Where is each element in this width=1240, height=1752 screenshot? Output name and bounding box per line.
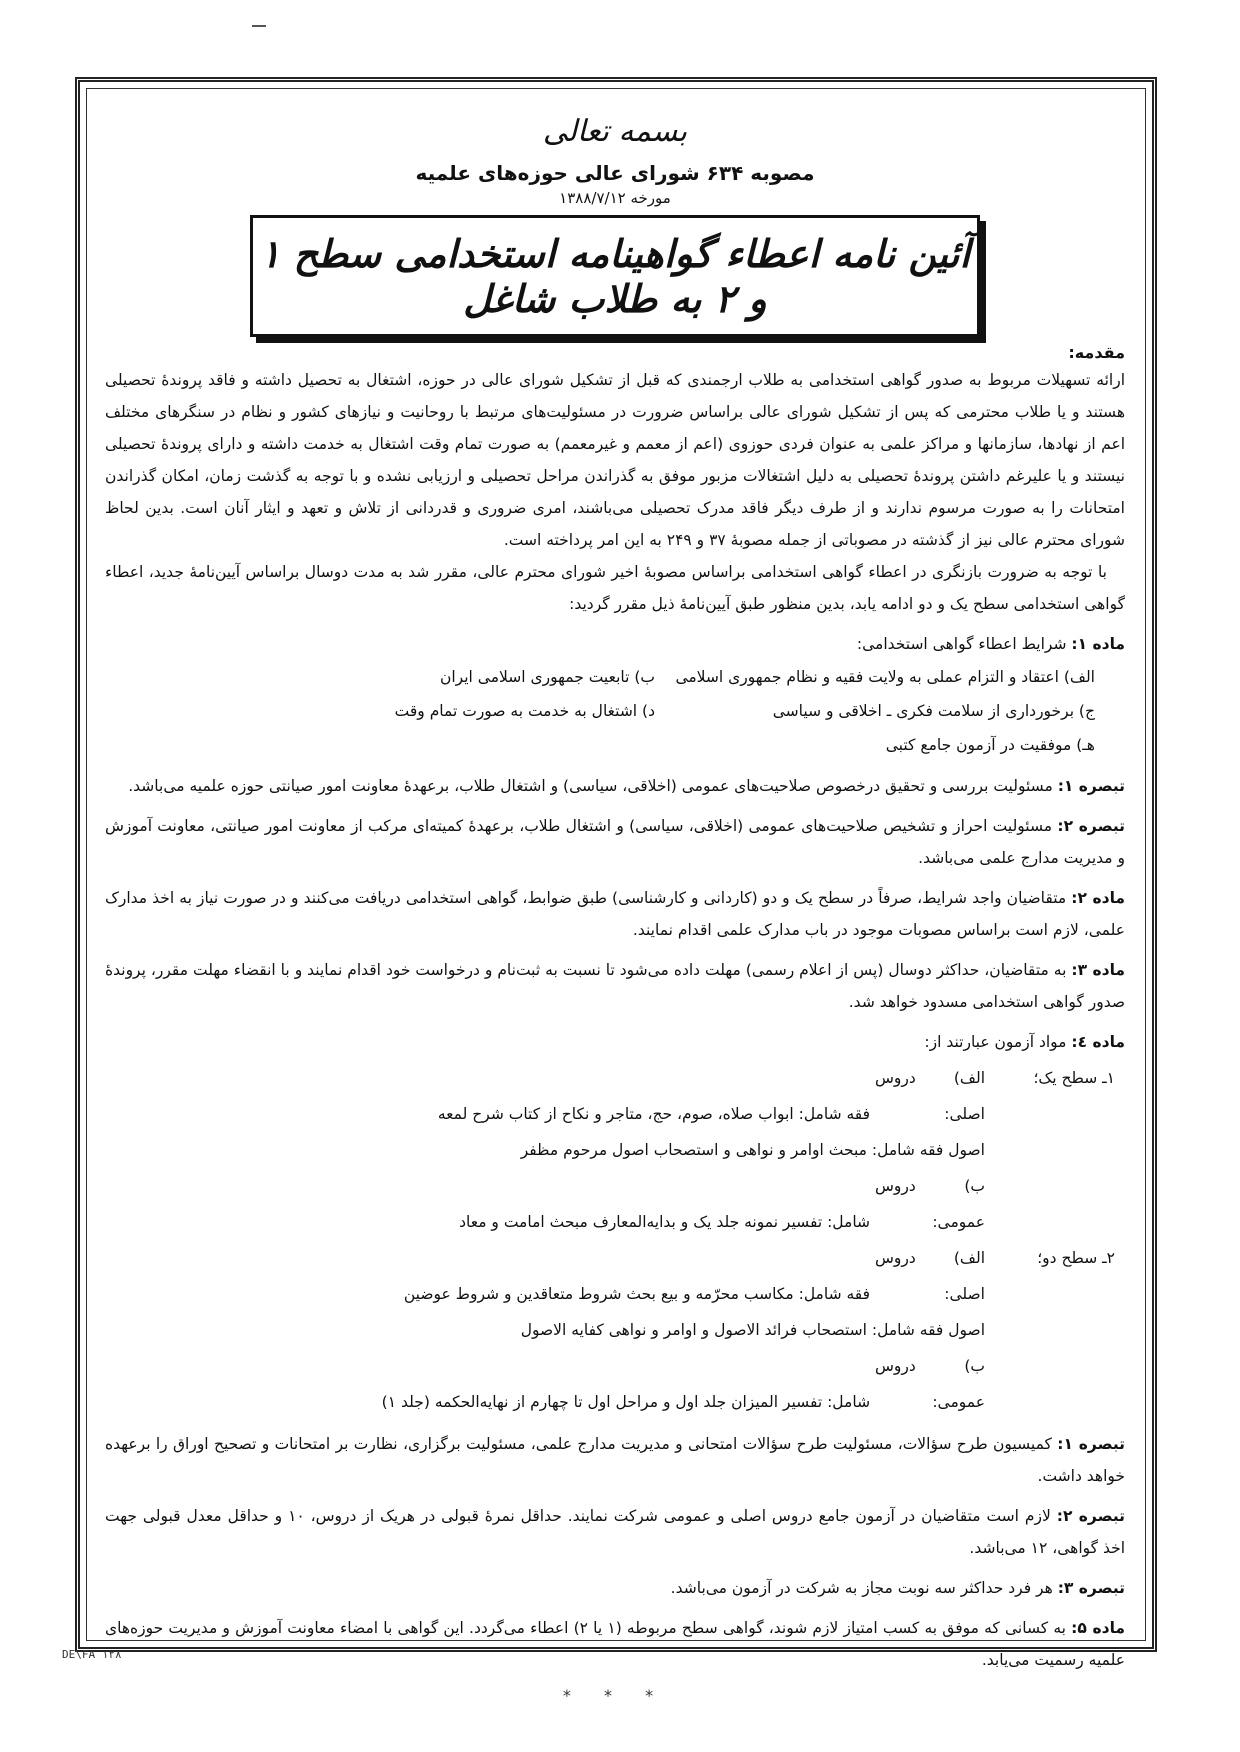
article-3-text: به متقاضیان، حداکثر دوسال (پس از اعلام رسمی) مهلت داده می‌شود تا نسبت به ثبت‌نام و درخواست خود اقدام نمایند و با انقضاء مهلت مقرر، پروندهٔ صدور گواهی استخدامی مسدود خواهد شد.	[105, 961, 1125, 1011]
article-2-text: متقاضیان واجد شرایط، صرفاً در سطح یک و دو (کاردانی و کارشناسی) طبق ضوابط، گواهی استخدامی دریافت می‌کنند و در صورت نیاز به اخذ مدارک علمی، لازم است براساس مصوبات موجود در باب مدارک علمی اقدام نمایند.	[105, 889, 1125, 939]
footer-code: DE\FA ۱۲۸	[62, 1648, 122, 1661]
scan-mark	[252, 25, 266, 27]
article-1	[105, 628, 1125, 660]
level-2-main-label: الف) دروس اصلی:	[875, 1249, 985, 1303]
note-1-1	[105, 770, 1125, 802]
article-1-conditions	[105, 660, 1095, 762]
condition-item: ج) برخورداری از سلامت فکری ـ اخلاقی و سیاسی	[772, 702, 1095, 720]
resolution-date: مورخه ۱۳۸۸/۷/۱۲	[559, 189, 671, 207]
level-1-main-usul: اصول فقه شامل: مبحث اوامر و نواهی و استصحاب اصول مرحوم مظفر	[520, 1141, 985, 1159]
invocation-text: بسمه تعالی	[542, 114, 688, 149]
note-4-2-label: تبصره ۲:	[1056, 1507, 1125, 1525]
note-1-1-text: مسئولیت بررسی و تحقیق درخصوص صلاحیت‌های عمومی (اخلاقی، سیاسی) و اشتغال طلاب، برعهدهٔ معاونت امور صیانتی حوزه علمیه می‌باشد.	[128, 777, 1053, 795]
level-2-main-usul: اصول فقه شامل: استصحاب فرائد الاصول و اوامر و نواهی کفایه الاصول	[520, 1321, 985, 1339]
article-2-label: ماده ۲:	[1071, 889, 1125, 907]
document-header	[105, 112, 1125, 337]
level-1-label: ۱ـ سطح یک؛	[1033, 1069, 1115, 1087]
condition-item: د) اشتغال به خدمت به صورت تمام وقت	[394, 702, 655, 720]
boxed-title-text: آئین نامه اعطاء گواهینامه استخدامی سطح ۱ و ۲ به طلاب شاغل	[259, 231, 971, 321]
level-1-main-label: الف) دروس اصلی:	[875, 1069, 985, 1123]
article-4	[105, 1026, 1125, 1058]
article-5-label: ماده ۵:	[1071, 1619, 1126, 1637]
article-1-label: ماده ۱:	[1071, 635, 1125, 653]
level-2-general-text: شامل: تفسیر المیزان جلد اول و مراحل اول تا چهارم از نهایه‌الحکمه (جلد ۱)	[381, 1393, 871, 1411]
intro-paragraph-2: با توجه به ضرورت بازنگری در اعطاء گواهی استخدامی براساس مصوبهٔ اخیر شورای محترم عالی، مقرر شد به مدت دوسال براساس آیین‌نامهٔ جدید، اعطاء گواهی استخدامی سطح یک و دو ادامه یابد، بدین منظور طبق آیین‌نامهٔ ذیل مقرر گردید:	[105, 563, 1125, 613]
article-2	[105, 882, 1125, 946]
boxed-title	[250, 215, 980, 337]
note-1-1-label: تبصره ۱:	[1057, 777, 1125, 795]
condition-item: هـ) موفقیت در آزمون جامع کتبی	[885, 736, 1095, 754]
level-1-general-label: ب) دروس عمومی:	[875, 1177, 985, 1231]
article-3-label: ماده ۳:	[1071, 961, 1125, 979]
level-2-main-fiqh: فقه شامل: مکاسب محرّمه و بیع بحث شروط متعاقدین و شروط عوضین	[403, 1285, 871, 1303]
level-2-usul	[105, 1312, 1125, 1348]
note-1-2-label: تبصره ۲:	[1057, 817, 1125, 835]
condition-item: ب) تابعیت جمهوری اسلامی ایران	[439, 668, 655, 686]
condition-item: الف) اعتقاد و التزام عملی به ولایت فقیه و نظام جمهوری اسلامی	[675, 668, 1095, 686]
level-2-label: ۲ـ سطح دو؛	[1037, 1249, 1115, 1267]
article-5	[105, 1612, 1125, 1676]
note-4-3	[105, 1572, 1125, 1604]
intro-paragraph-1: ارائه تسهیلات مربوط به صدور گواهی استخدامی به طلاب ارجمندی که قبل از تشکیل شورای عالی در حوزه، اشتغال به تحصیل داشته و فاقد پروندهٔ تحصیلی هستند و یا طلاب محترمی که پس از تشکیل شورای عالی براساس ضرورت در مسئولیت‌های مرتبط با روحانیت و نیازهای کشور و نظام در سنگرهای مختلف اعم از نهادها، سازمانها و مراکز علمی به عنوان فردی حوزوی (اعم از معمم و غیرمعمم) به صورت تمام وقت اشتغال به خدمت داشته و دارای پروندهٔ تحصیلی نیستند و یا علیرغم داشتن پروندهٔ تحصیلی به دلیل اشتغالات مزبور موفق به گذراندن مراحل تحصیلی و ارزیابی نشده و با توجه به گذشت زمان، امکان گذراندن امتحانات را به صورت مرسوم ندارند و از طرف دیگر فاقد مدرک تحصیلی می‌باشند، امری ضروری و قدردانی از تلاش و تعهد و ایثار آنان است. بدین لحاظ شورای محترم عالی نیز از گذشته در مصوباتی از جمله مصوبهٔ ۳۷ و ۲۴۹ به این امر پرداخته است.	[105, 371, 1125, 549]
note-1-2-text: مسئولیت احراز و تشخیص صلاحیت‌های عمومی (اخلاقی، سیاسی) و اشتغال طلاب، برعهدهٔ کمیته‌ای مرکب از معاونت امور صیانتی، معاونت آموزش و مدیریت مدارج علمی می‌باشد.	[105, 817, 1125, 867]
level-2-general	[105, 1348, 1125, 1420]
article-3	[105, 954, 1125, 1018]
level-1-main	[105, 1060, 1125, 1132]
article-4-label: ماده ٤:	[1071, 1033, 1125, 1051]
note-4-3-text: هر فرد حداکثر سه نوبت مجاز به شرکت در آزمون می‌باشد.	[670, 1579, 1053, 1597]
note-1-2	[105, 810, 1125, 874]
level-1-usul	[105, 1132, 1125, 1168]
article-4-text: مواد آزمون عبارتند از:	[924, 1033, 1067, 1051]
note-4-3-label: تبصره ۳:	[1057, 1579, 1125, 1597]
level-1-general-text: شامل: تفسیر نمونه جلد یک و بدایه‌المعارف مبحث امامت و معاد	[459, 1213, 871, 1231]
note-4-2-text: لازم است متقاضیان در آزمون جامع دروس اصلی و عمومی شرکت نمایند. حداقل نمرهٔ قبولی در هریک از دروس، ۱۰ و حداقل معدل قبولی جهت اخذ گواهی، ۱۲ می‌باشد.	[105, 1507, 1125, 1557]
end-mark: * * *	[562, 1686, 668, 1705]
exam-levels	[105, 1060, 1125, 1420]
document-body	[105, 112, 1125, 1705]
article-1-text: شرایط اعطاء گواهی استخدامی:	[856, 635, 1067, 653]
note-4-1-text: کمیسیون طرح سؤالات، مسئولیت طرح سؤالات امتحانی و مدیریت مدارج علمی، مسئولیت برگزاری، نظارت بر امتحانات و تصحیح اوراق را برعهده خواهد داشت.	[105, 1435, 1125, 1485]
note-4-1	[105, 1428, 1125, 1492]
level-2-main	[105, 1240, 1125, 1312]
resolution-title: مصوبه ۶۳۴ شورای عالی حوزه‌های علمیه	[415, 161, 815, 185]
intro-heading: مقدمه:	[1068, 343, 1125, 362]
level-2-general-label: ب) دروس عمومی:	[875, 1357, 985, 1411]
article-5-text: به کسانی که موفق به کسب امتیاز لازم شوند، گواهی سطح مربوطه (۱ یا ۲) اعطاء می‌گردد. این گواهی با امضاء معاونت آموزش و مدیریت حوزه‌های علمیه رسمیت می‌یابد.	[105, 1619, 1125, 1669]
level-1-general	[105, 1168, 1125, 1240]
note-4-1-label: تبصره ۱:	[1057, 1435, 1125, 1453]
level-1-main-fiqh: فقه شامل: ابواب صلاه، صوم، حج، متاجر و نکاح از کتاب شرح لمعه	[437, 1105, 871, 1123]
note-4-2	[105, 1500, 1125, 1564]
